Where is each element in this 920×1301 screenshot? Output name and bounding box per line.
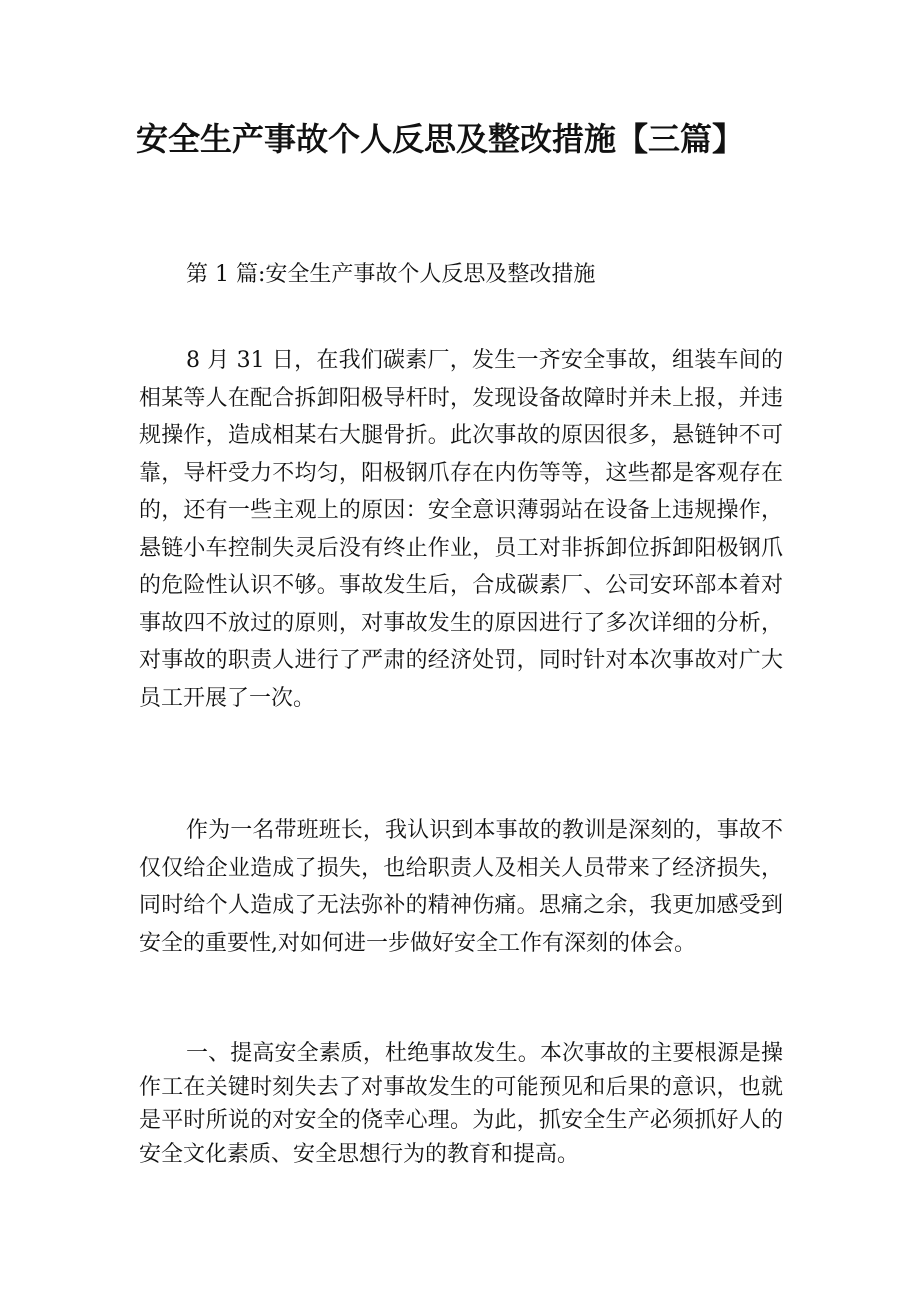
paragraph-improvement-point-one: 一、提高安全素质，杜绝事故发生。本次事故的主要根源是操作工在关键时刻失去了对事故发生的可能预见和后果的意识，也就是平时所说的对安全的侥幸心理。为此，抓安全生产必须抓好人的安全文化素质、安全思想行为的教育和提高。	[139, 1041, 783, 1167]
document-title: 安全生产事故个人反思及整改措施【三篇】	[136, 120, 745, 158]
paragraph-lesson-reflection: 作为一名带班班长，我认识到本事故的教训是深刻的，事故不仅仅给企业造成了损失，也给职责人及相关人员带来了经济损失，同时给个人造成了无法弥补的精神伤痛。思痛之余，我更加感受到安全的重要性,对如何进一步做好安全工作有深刻的体会。	[139, 818, 783, 956]
paragraph-accident-account: 8 月 31 日，在我们碳素厂，发生一齐安全事故，组装车间的相某等人在配合拆卸阳极导杆时，发现设备故障时并未上报，并违规操作，造成相某右大腿骨折。此次事故的原因很多，悬链钟不可靠，导杆受力不均匀，阳极钢爪存在内伤等等，这些都是客观存在的，还有一些主观上的原因：安全意识薄弱站在设备上违规操作，悬链小车控制失灵后没有终止作业，员工对非拆卸位拆卸阳极钢爪的危险性认识不够。事故发生后，合成碳素厂、公司安环部本着对事故四不放过的原则，对事故发生的原因进行了多次详细的分析，对事故的职责人进行了严肃的经济处罚，同时针对本次事故对广大员工开展了一次。	[139, 348, 783, 711]
section-heading: 第 1 篇:安全生产事故个人反思及整改措施	[186, 262, 596, 287]
